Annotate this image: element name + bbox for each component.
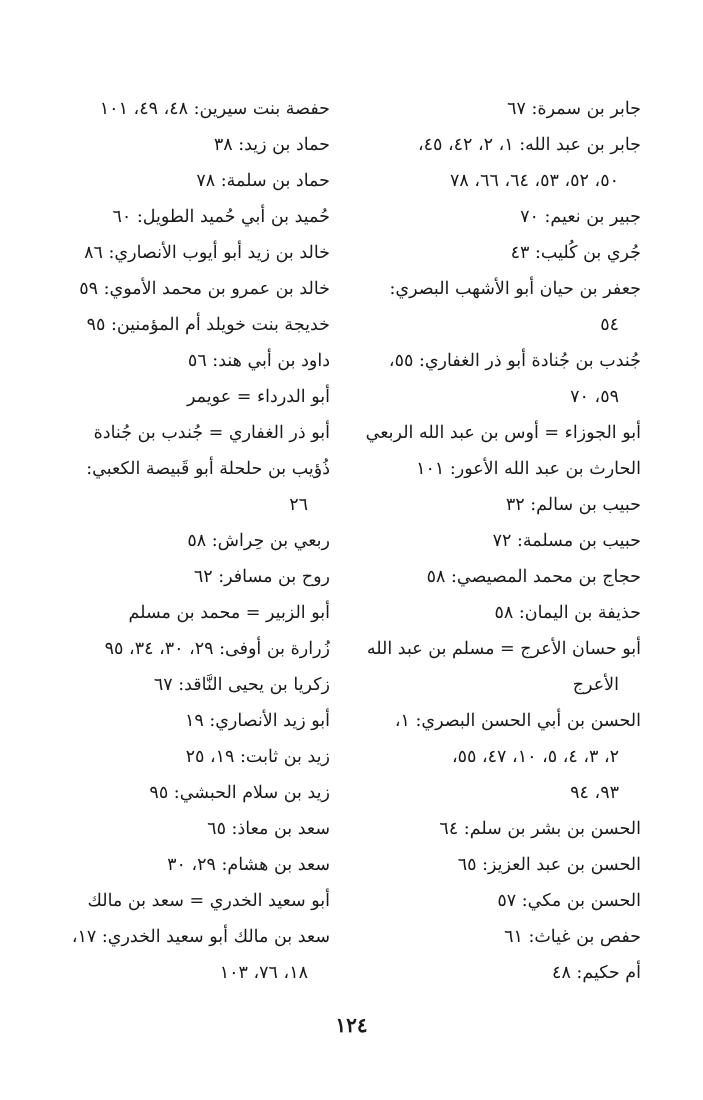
index-entry-text: جبير بن نعيم: ٧٠ (520, 207, 641, 227)
index-entry-text: خديجة بنت خويلد أم المؤمنين: ٩٥ (86, 315, 330, 335)
index-entry-continuation: ٢٦ (289, 495, 308, 515)
index-entry-text: جعفر بن حيان أبو الأشهب البصري: (389, 279, 641, 299)
index-entry (345, 595, 641, 631)
index-entry (40, 883, 330, 919)
index-column-right (345, 91, 641, 991)
index-entry-text: حجاج بن محمد المصيصي: ٥٨ (426, 567, 641, 587)
index-entry (345, 919, 641, 955)
index-entry (345, 235, 641, 271)
index-entry (40, 847, 330, 883)
index-entry-text: الحسن بن أبي الحسن البصري: ١، (394, 711, 641, 731)
index-entry-text: حفصة بنت سيرين: ٤٨، ٤٩، ١٠١ (99, 99, 330, 119)
index-entry (345, 523, 641, 559)
index-entry-text: أبو الزبير = محمد بن مسلم (128, 603, 330, 623)
index-entry (345, 955, 641, 991)
index-entry (40, 703, 330, 739)
index-entry (40, 199, 330, 235)
index-entry (40, 739, 330, 775)
index-entry (345, 415, 641, 451)
index-entry (345, 271, 641, 343)
index-entry-continuation: ٥٠، ٥٢، ٥٣، ٦٤، ٦٦، ٧٨ (450, 171, 619, 191)
index-entry-text: أبو الدرداء = عويمر (187, 387, 330, 407)
index-entry-text: الحسن بن عبد العزيز: ٦٥ (457, 855, 641, 875)
index-entry-text: جابر بن سمرة: ٦٧ (507, 99, 641, 119)
index-entry (40, 595, 330, 631)
index-entry-text: ذُؤيب بن حلحلة أبو قَبيصة الكعبي: (86, 459, 330, 479)
index-entry-continuation: الأعرج (572, 675, 619, 695)
index-entry (40, 415, 330, 451)
index-entry (345, 883, 641, 919)
index-entry (345, 487, 641, 523)
index-entry (40, 343, 330, 379)
index-entry-text: خالد بن عمرو بن محمد الأموي: ٥٩ (79, 279, 330, 299)
index-entry-text: حبيب بن مسلمة: ٧٢ (492, 531, 641, 551)
index-entry-continuation: ١٨، ٧٦، ١٠٣ (219, 963, 308, 983)
index-entry (345, 127, 641, 199)
index-entry-text: داود بن أبي هند: ٥٦ (187, 351, 330, 371)
index-entry-text: الحارث بن عبد الله الأعور: ١٠١ (416, 459, 641, 479)
index-entry (40, 379, 330, 415)
page-number: ١٢٤ (335, 1013, 368, 1037)
index-entry (40, 271, 330, 307)
index-entry (40, 559, 330, 595)
index-entry-text: حماد بن زيد: ٣٨ (213, 135, 330, 155)
index-entry (345, 847, 641, 883)
index-entry-text: روح بن مسافر: ٦٢ (193, 567, 330, 587)
index-entry-text: حبيب بن سالم: ٣٢ (505, 495, 641, 515)
index-entry (345, 91, 641, 127)
index-entry-continuation: ٢، ٣، ٤، ٥، ١٠، ٤٧، ٥٥، (451, 747, 619, 767)
index-entry (345, 343, 641, 415)
index-entry-text: سعد بن معاذ: ٦٥ (207, 819, 330, 839)
index-entry (40, 127, 330, 163)
index-entry-text: الحسن بن بشر بن سلم: ٦٤ (439, 819, 641, 839)
index-entry-text: زيد بن سلام الحبشي: ٩٥ (149, 783, 330, 803)
index-entry (345, 631, 641, 703)
index-entry (40, 811, 330, 847)
index-entry (40, 451, 330, 523)
index-entry (40, 307, 330, 343)
index-entry-text: أبو زيد الأنصاري: ١٩ (184, 711, 330, 731)
index-entry-text: ربعي بن حِراش: ٥٨ (187, 531, 330, 551)
index-entry-text: أبو سعيد الخدري = سعد بن مالك (87, 891, 330, 911)
index-entry (345, 199, 641, 235)
index-entry-text: سعد بن هشام: ٢٩، ٣٠ (167, 855, 330, 875)
index-entry-text: سعد بن مالك أبو سعيد الخدري: ١٧، (71, 927, 330, 947)
index-entry (40, 91, 330, 127)
index-entry-continuation: ٥٤ (600, 315, 619, 335)
index-entry (345, 811, 641, 847)
index-entry-text: زُرارة بن أوفى: ٢٩، ٣٠، ٣٤، ٩٥ (104, 639, 330, 659)
index-entry (345, 451, 641, 487)
index-entry (40, 235, 330, 271)
index-entry-text: حماد بن سلمة: ٧٨ (196, 171, 330, 191)
index-entry-continuation: ٩٣، ٩٤ (570, 783, 619, 803)
index-entry-text: حفص بن غياث: ٦١ (504, 927, 641, 947)
index-entry (40, 163, 330, 199)
index-entry (345, 559, 641, 595)
index-entry-text: زيد بن ثابت: ١٩، ٢٥ (185, 747, 330, 767)
index-entry-text: أبو ذر الغفاري = جُندب بن جُنادة (93, 423, 330, 443)
index-entry-text: زكريا بن يحيى النَّاقد: ٦٧ (153, 675, 330, 695)
index-entry-text: حذيفة بن اليمان: ٥٨ (494, 603, 641, 623)
index-entry (345, 703, 641, 811)
index-entry-text: أم حكيم: ٤٨ (552, 963, 641, 983)
index-entry-text: خالد بن زيد أبو أيوب الأنصاري: ٨٦ (84, 243, 330, 263)
index-entry-text: جُندب بن جُنادة أبو ذر الغفاري: ٥٥، (388, 351, 641, 371)
index-column-left (40, 91, 330, 991)
index-entry-continuation: ٥٩، ٧٠ (570, 387, 619, 407)
index-entry (40, 667, 330, 703)
index-entry-text: حُميد بن أبي حُميد الطويل: ٦٠ (112, 207, 330, 227)
index-entry-text: جابر بن عبد الله: ١، ٢، ٤٢، ٤٥، (417, 135, 641, 155)
index-entry-text: جُري بن كُليب: ٤٣ (510, 243, 641, 263)
index-entry-text: الحسن بن مكي: ٥٧ (497, 891, 641, 911)
index-entry-text: أبو حسان الأعرج = مسلم بن عبد الله (366, 639, 641, 659)
index-entry-text: أبو الجوزاء = أوس بن عبد الله الربعي (365, 423, 641, 443)
index-entry (40, 523, 330, 559)
index-entry (40, 775, 330, 811)
index-entry (40, 919, 330, 991)
index-entry (40, 631, 330, 667)
